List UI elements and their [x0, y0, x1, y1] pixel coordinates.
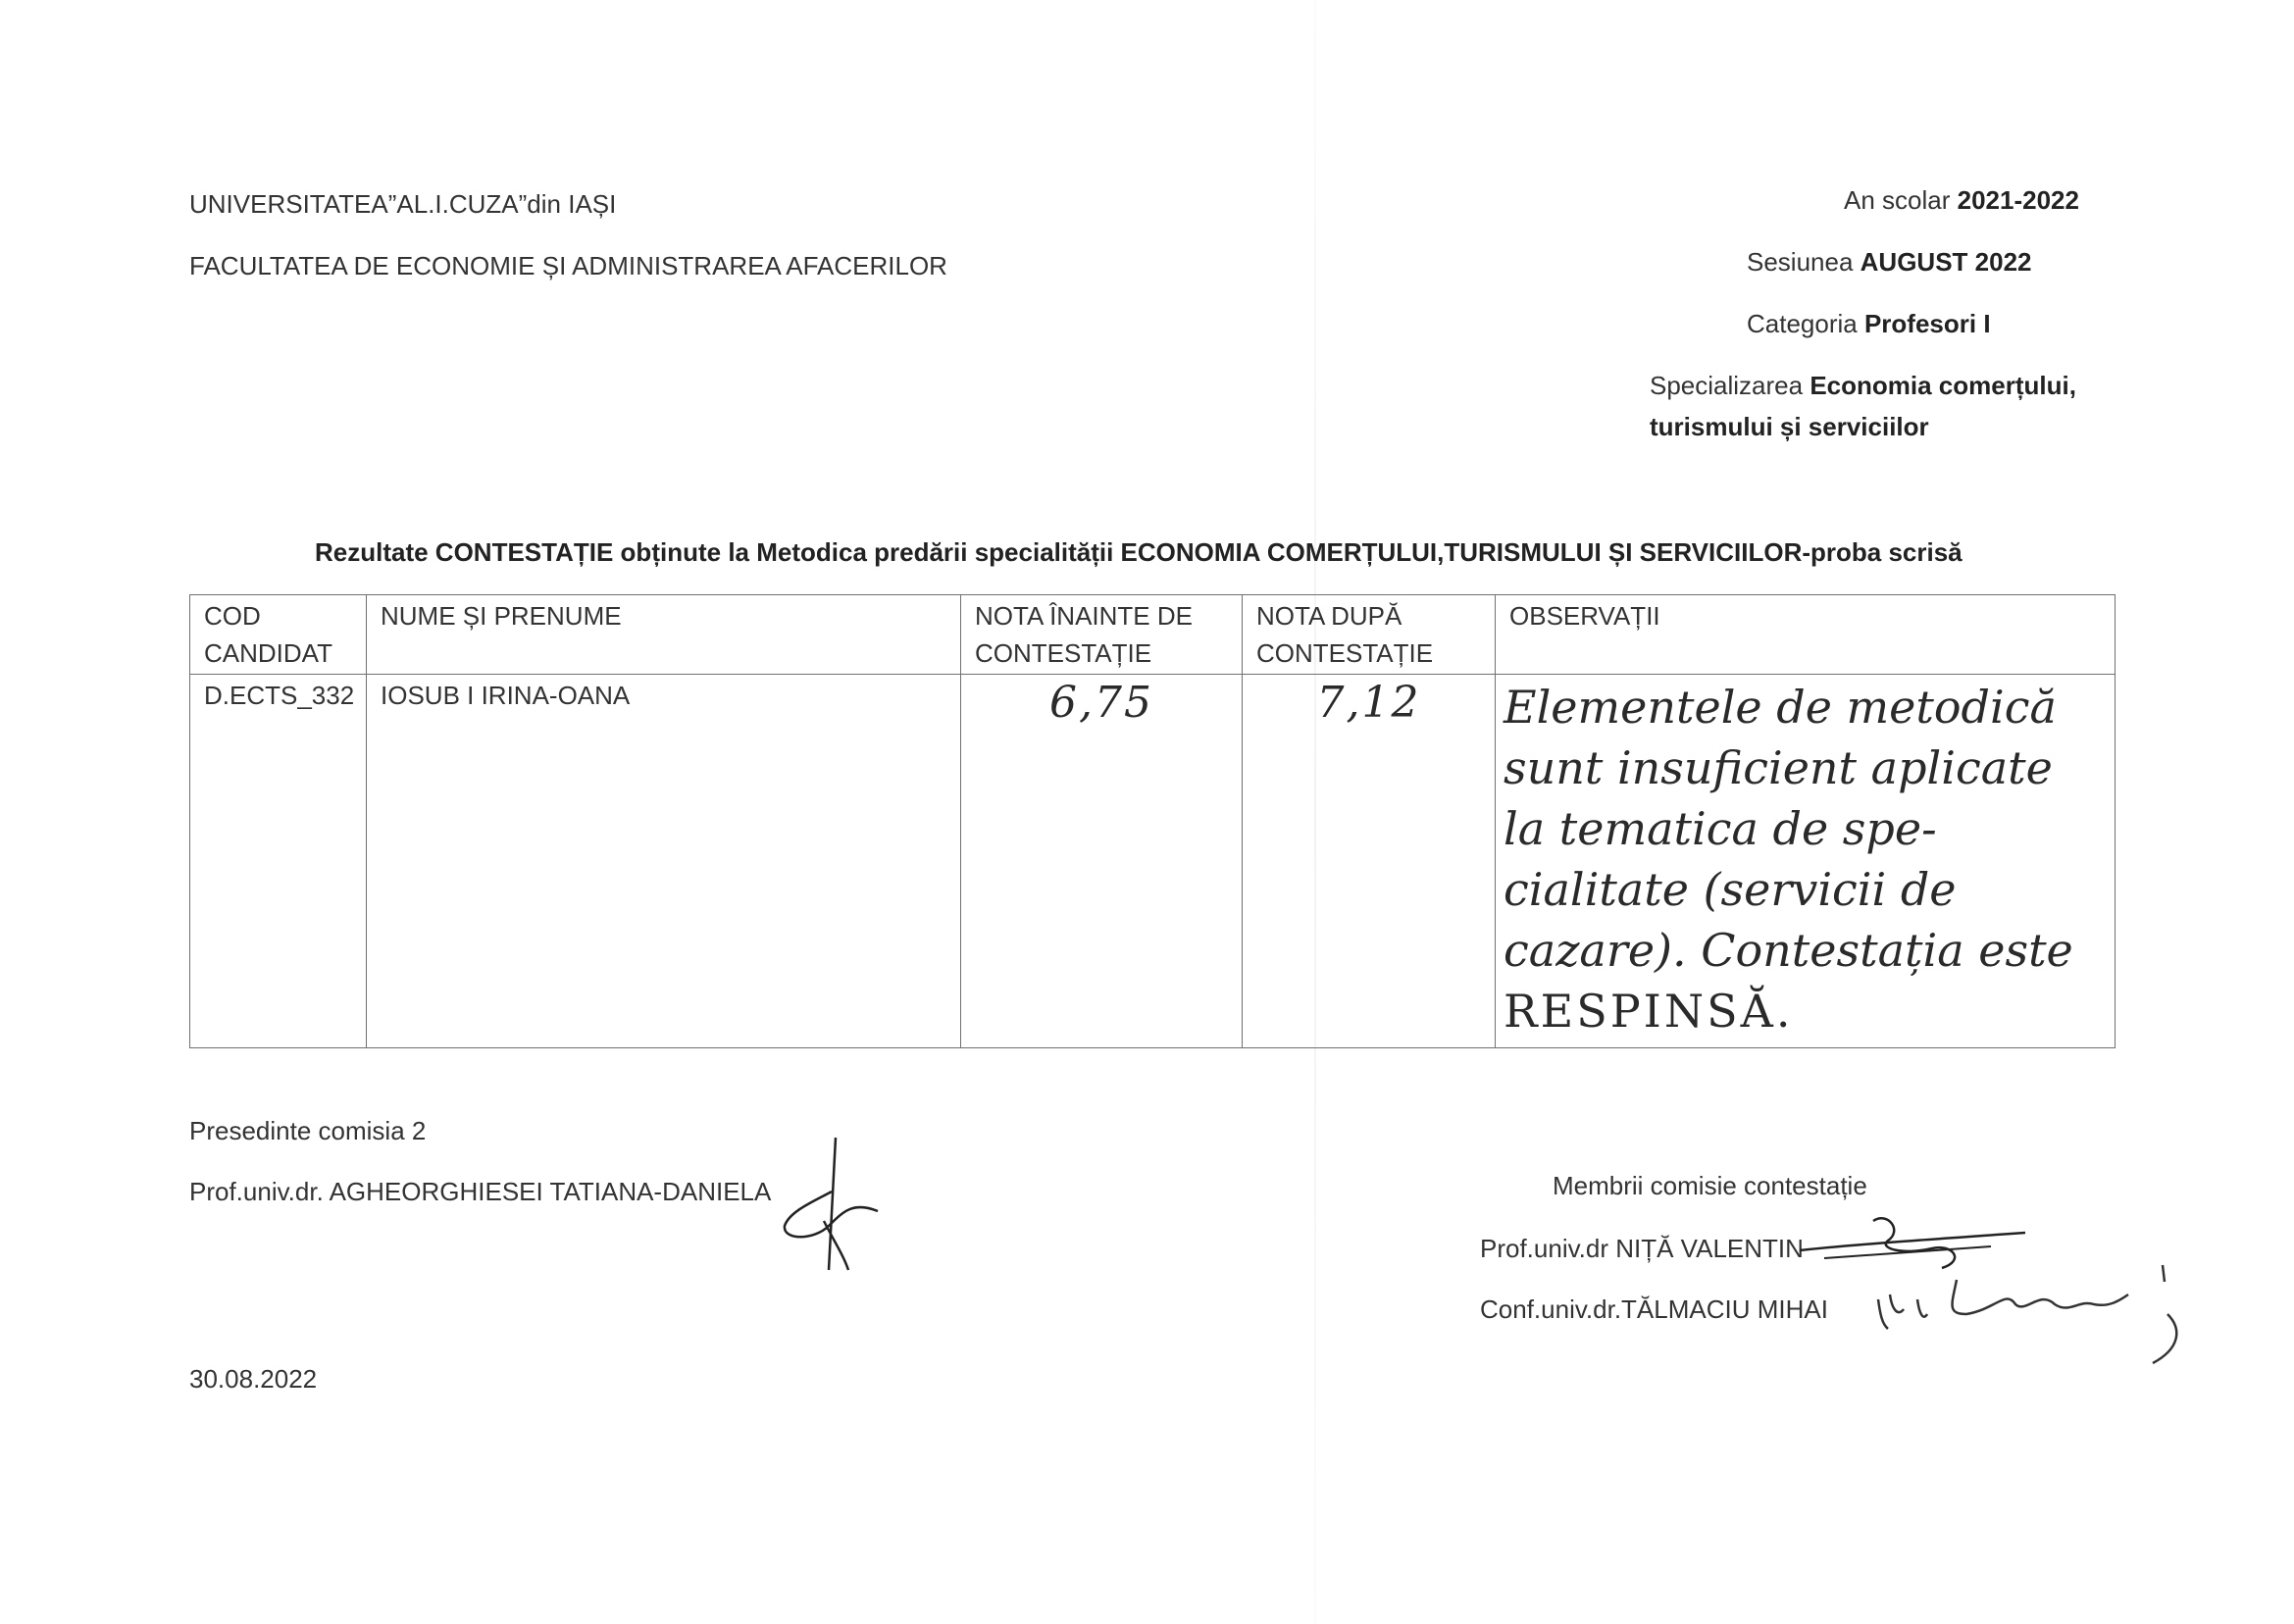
- members-title: Membrii comisie contestație: [1553, 1171, 1867, 1200]
- header-grade-before: NOTA ÎNAINTE DE CONTESTAȚIE: [961, 595, 1243, 675]
- member-2-signature: [1868, 1260, 2182, 1368]
- header-grade-after: NOTA DUPĂ CONTESTAȚIE: [1243, 595, 1496, 675]
- category-value: Profesori I: [1863, 309, 1991, 338]
- header-observations: OBSERVAȚII: [1496, 595, 2116, 675]
- results-table: [189, 594, 2116, 1048]
- document-title: [315, 537, 1963, 568]
- observation-line: Elementele de metodică: [1504, 681, 2057, 734]
- session-label: Sesiunea: [1747, 247, 1861, 277]
- grade-before-handwritten: 6,75: [1049, 678, 1153, 728]
- category: [1747, 309, 1991, 339]
- cell-code: D.ECTS_332: [190, 675, 367, 1048]
- header-name: NUME ȘI PRENUME: [367, 595, 961, 675]
- observation-line: sunt insuficient aplicate: [1504, 741, 2053, 794]
- specialization-label: Specializarea: [1650, 371, 1810, 400]
- member-1: Prof.univ.dr NIȚĂ VALENTIN: [1480, 1234, 1804, 1263]
- university-name: UNIVERSITATEA”AL.I.CUZA”din IAȘI: [189, 189, 617, 219]
- observation-line: la tematica de spe-: [1504, 802, 1937, 855]
- title-part-2: ț: [651, 537, 660, 567]
- observation-line: RESPINSĂ.: [1504, 985, 1794, 1038]
- specialization-value-1: Economia comerțului,: [1810, 371, 2076, 400]
- table-row: [190, 675, 2116, 1048]
- member-2: Conf.univ.dr.TĂLMACIU MIHAI: [1480, 1294, 1828, 1324]
- cell-grade-before: [961, 675, 1243, 1048]
- faculty-name: FACULTATEA DE ECONOMIE ȘI ADMINISTRAREA AFACERILOR: [189, 251, 947, 280]
- president-name: Prof.univ.dr. AGHEORGHIESEI TATIANA-DANIELA: [189, 1177, 772, 1206]
- specialization-value-2: turismului și serviciilor: [1650, 412, 1929, 441]
- table-header-row: [190, 595, 2116, 675]
- specialization-continued: [1650, 412, 1929, 442]
- observation-line: cazare). Contestația este: [1504, 924, 2073, 977]
- grade-after-handwritten: 7,12: [1316, 678, 1421, 728]
- cell-observations: [1496, 675, 2116, 1048]
- specialization: [1650, 371, 2076, 401]
- school-year: [1844, 185, 2079, 216]
- school-year-label: An scolar: [1844, 185, 1958, 215]
- header-code: COD CANDIDAT: [190, 595, 367, 675]
- cell-grade-after: [1243, 675, 1496, 1048]
- cell-name: IOSUB I IRINA-OANA: [367, 675, 961, 1048]
- category-label: Categoria: [1747, 309, 1864, 338]
- president-title: Presedinte comisia 2: [189, 1116, 427, 1145]
- session-value: AUGUST 2022: [1860, 247, 2032, 277]
- session: [1747, 247, 2032, 278]
- school-year-value: 2021-2022: [1957, 185, 2079, 215]
- observation-line: cialitate (servicii de: [1504, 863, 1957, 916]
- title-part-1: Rezultate CONTESTAȚIE ob: [315, 537, 652, 567]
- president-signature: [775, 1133, 888, 1275]
- title-part-3: inute la Metodica predării specialității ECONOMIA COMERȚULUI,TURISMULUI ȘI SERVICIILOR-proba scrisă: [659, 537, 1963, 567]
- document-date: 30.08.2022: [189, 1364, 318, 1394]
